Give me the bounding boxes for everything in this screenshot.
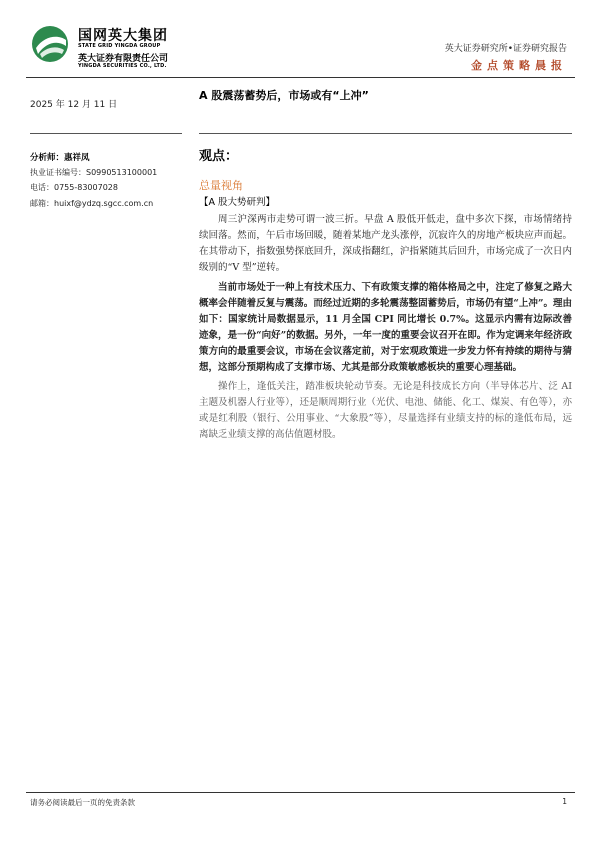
research-org-line: 英大证券研究所•证券研究报告 (444, 44, 567, 54)
report-brand: 金点策略晨报 (471, 59, 567, 72)
footer-divider (26, 792, 575, 793)
page-number: 1 (562, 797, 567, 806)
company-name-en: STATE GRID YINGDA GROUP (78, 43, 161, 49)
paragraph-market-review: 周三沪深两市走势可谓一波三折。早盘 A 股低开低走，盘中多次下探，市场情绪持续回落。然而，午后市场回暖，随着某地产龙头涨停，沉寂许久的房地产板块应声而起。在其带动下，指数强势探底回升，深成指翻红，沪指紧随其后回升，市场完成了一次日内级别的“V 型”逆转。 (199, 214, 572, 273)
analyst-email[interactable]: 邮箱：huixf@ydzq.sgcc.com.cn (30, 199, 154, 208)
header-divider (26, 77, 575, 78)
subsidiary-name-en: YINGDA SECURITIES CO., LTD. (78, 63, 167, 69)
subsidiary-name-cn: 英大证券有限责任公司 (78, 54, 169, 64)
analyst-name: 分析师：惠祥凤 (30, 153, 90, 163)
disclaimer-note: 请务必阅读最后一页的免责条款 (30, 798, 135, 807)
analyst-phone: 电话：0755-83007028 (30, 183, 118, 192)
subsection-heading: 【A 股大势研判】 (199, 197, 276, 208)
paragraph-market-outlook: 当前市场处于一种上有技术压力、下有政策支撑的箱体格局之中，注定了修复之路大概率会伴随着反复与震荡。而经过近期的多轮震荡整固蓄势后，市场仍有望“上冲”。理由如下：国家统计局数据显示，11 月全国 CPI 同比增长 0.7%。这显示内需有边际改善迹象，是一份“向好”的数据。另外，一年一度的重要会议召开在即。作为定调来年经济政策方向的最重要会议，市场在会议落定前，对于宏观政策进一步发力怀有持续的期待与猜想，这部分预期构成了支撑市场、尤其是部分政策敏感板块的重要心理基础。 (199, 282, 572, 373)
company-logo-icon (30, 24, 70, 64)
paragraph-operation-advice: 操作上，逢低关注，踏准板块轮动节奏。无论是科技成长方向（半导体芯片、泛 AI 主题及机器人行业等），还是顺周期行业（光伏、电池、储能、化工、煤炭、有色等），亦或是红利股（银行、公用事业、“大象股”等），尽量选择有业绩支持的标的逢低布局，远离缺乏业绩支撑的高估值题材股。 (199, 381, 572, 440)
viewpoint-heading: 观点： (199, 149, 239, 164)
main-divider (199, 133, 572, 134)
company-name-cn: 国网英大集团 (78, 28, 168, 44)
certificate-number: 执业证书编号：S0990513100001 (30, 168, 158, 177)
section-heading: 总量视角 (199, 179, 243, 192)
report-title: A 股震荡蓄势后，市场或有“上冲” (199, 89, 369, 102)
report-date: 2025 年 12 月 11 日 (30, 100, 118, 110)
sidebar-divider (30, 133, 182, 134)
